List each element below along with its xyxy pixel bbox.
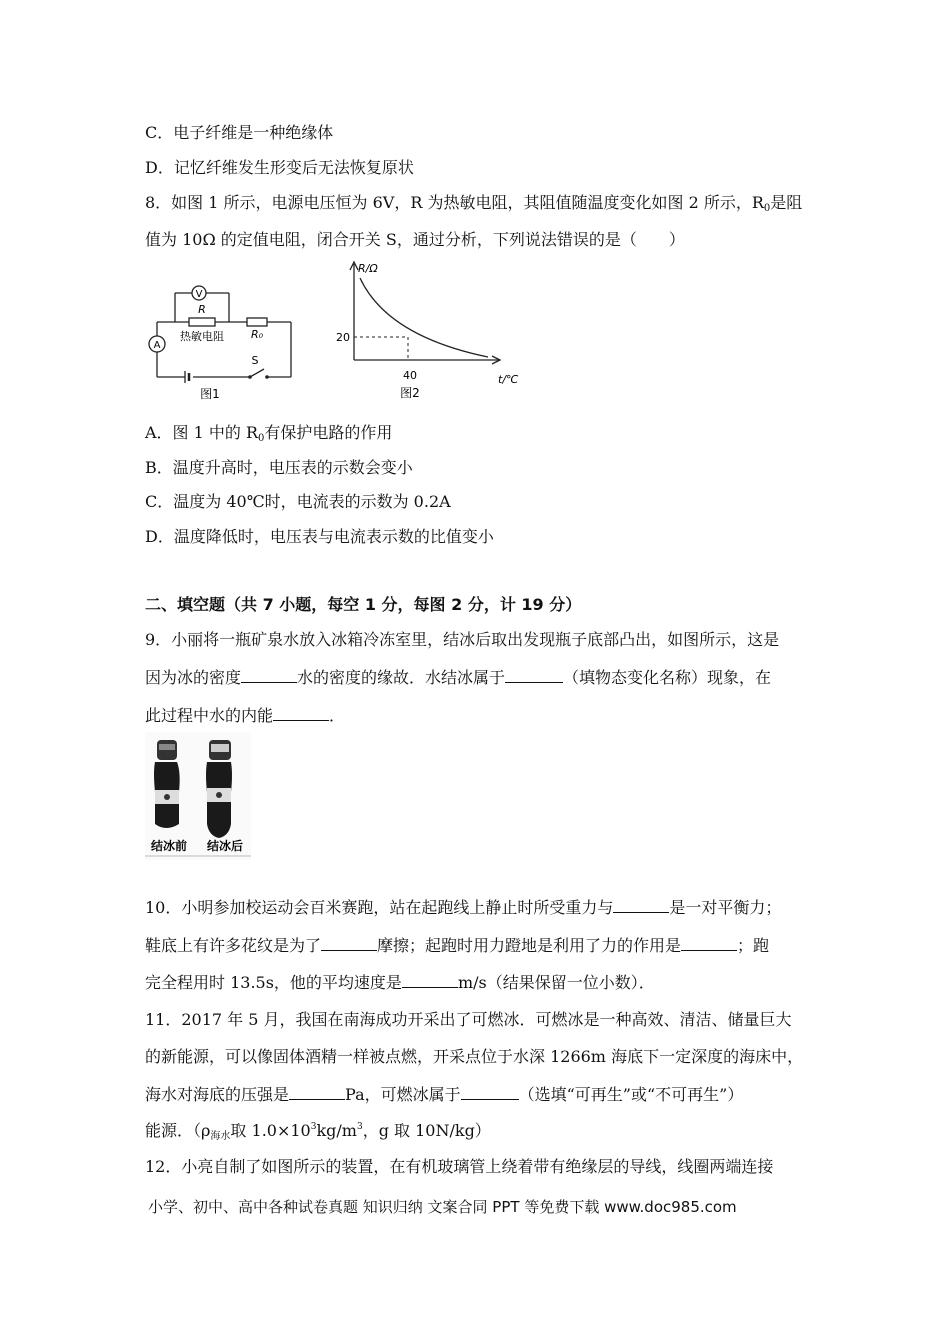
figure2-caption: 图2 xyxy=(400,386,420,400)
q11-line4-d: ，g 取 10N/kg） xyxy=(362,1121,491,1140)
section2-heading: 二、填空题（共 7 小题，每空 1 分，每图 2 分，计 19 分） xyxy=(145,595,582,614)
q12-line1: 12．小亮自制了如图所示的装置，在有机玻璃管上绕着带有绝缘层的导线，线圈两端连接 xyxy=(145,1157,774,1176)
q10-line1-a: 10．小明参加校运动会百米赛跑，站在起跑线上静止时所受重力与 xyxy=(145,898,614,917)
x-tick-40: 40 xyxy=(403,369,417,382)
q11-line4 xyxy=(145,1118,491,1142)
q10-line3-b: m/s（结果保留一位小数）． xyxy=(457,973,655,992)
q10-line3-a: 完全程用时 13.5s，他的平均速度是 xyxy=(145,973,402,992)
q8-stem-line1-sub: 0 xyxy=(763,203,771,214)
q11-line3-c: （选填“可再生”或“不可再生”） xyxy=(518,1085,744,1104)
q11-line3-b: Pa，可燃冰属于 xyxy=(345,1085,461,1104)
x-axis-label: t/℃ xyxy=(498,373,519,386)
q9-line3 xyxy=(145,703,345,726)
q8-option-b: B．温度升高时，电压表的示数会变小 xyxy=(145,458,413,477)
q9-line3-a: 此过程中水的内能 xyxy=(145,706,274,725)
q10-line2-c: ；跑 xyxy=(737,936,770,955)
q9-line2-b: 水的密度的缘故．水结冰属于 xyxy=(297,668,506,687)
y-tick-20: 20 xyxy=(336,331,350,344)
q9-blank-internal-energy[interactable] xyxy=(273,706,329,721)
q11-line4-sup: 3 xyxy=(310,1122,317,1132)
q8-figure1-circuit xyxy=(145,282,295,404)
q8-stem-line1 xyxy=(145,190,802,214)
q10-line3 xyxy=(145,970,655,993)
ammeter-label: A xyxy=(153,340,161,351)
voltmeter-label: V xyxy=(195,289,203,300)
q8-option-a xyxy=(145,420,392,444)
q10-blank-balance-force[interactable] xyxy=(613,898,669,913)
q8-stem-line1-a: 8．如图 1 所示，电源电压恒为 6V，R 为热敏电阻，其阻值随温度变化如图 2 所示，R xyxy=(145,193,764,212)
q9-line2-c: （填物态变化名称）现象，在 xyxy=(563,668,772,687)
q11-line3 xyxy=(145,1082,743,1105)
q9-blank-state-change[interactable] xyxy=(505,668,563,683)
resistor-r0-label: R₀ xyxy=(250,328,264,341)
q11-line4-b: 取 1.0×10 xyxy=(230,1121,311,1140)
q10-line2 xyxy=(145,933,769,956)
q11-line4-sub: 海水 xyxy=(210,1131,231,1142)
q11-line3-a: 海水对海底的压强是 xyxy=(145,1085,290,1104)
resistor-r-label: R xyxy=(198,303,206,316)
q11-line1: 11．2017 年 5 月，我国在南海成功开采出了可燃冰．可燃冰是一种高效、清洁、储量巨大 xyxy=(145,1010,792,1029)
q8-figure2-graph xyxy=(332,258,522,404)
q11-blank-renewable[interactable] xyxy=(461,1085,519,1100)
q9-line2-a: 因为冰的密度 xyxy=(145,668,242,687)
q8-stem-line1-b: 是阻 xyxy=(770,193,803,212)
figure1-caption: 图1 xyxy=(200,387,220,401)
q11-blank-pressure[interactable] xyxy=(289,1085,345,1100)
q11-line2: 的新能源，可以像固体酒精一样被点燃，开采点位于水深 1266m 海底下一定深度的海床中， xyxy=(145,1047,804,1066)
q10-line2-a: 鞋底上有许多花纹是为了 xyxy=(145,936,322,955)
q8-option-a-rest: 有保护电路的作用 xyxy=(264,423,393,442)
q9-blank-density[interactable] xyxy=(241,668,297,683)
q9-bottles-image xyxy=(145,732,251,860)
q9-line3-b: ． xyxy=(329,706,346,725)
q10-line1-b: 是一对平衡力； xyxy=(669,898,782,917)
q8-option-d: D．温度降低时，电压表与电流表示数的比值变小 xyxy=(145,527,494,546)
y-axis-label: R/Ω xyxy=(358,262,378,275)
page-footer: 小学、初中、高中各种试卷真题 知识归纳 文案合同 PPT 等免费下载 www.doc985.com xyxy=(148,1198,737,1216)
q10-line2-b: 摩擦；起跑时用力蹬地是利用了力的作用是 xyxy=(377,936,682,955)
q11-line4-a: 能源．（ρ xyxy=(145,1121,211,1140)
q7-option-c: C．电子纤维是一种绝缘体 xyxy=(145,123,334,142)
q10-blank-speed[interactable] xyxy=(402,973,458,988)
q9-line1: 9．小丽将一瓶矿泉水放入冰箱冷冻室里，结冰后取出发现瓶子底部凸出，如图所示，这是 xyxy=(145,630,780,649)
q10-blank-force-mutual[interactable] xyxy=(681,936,737,951)
q11-line4-c: kg/m xyxy=(316,1121,357,1140)
q7-option-d: D．记忆纤维发生形变后无法恢复原状 xyxy=(145,158,414,177)
q10-line1 xyxy=(145,895,781,918)
q8-stem-line2: 值为 10Ω 的定值电阻，闭合开关 S，通过分析，下列说法错误的是（ ） xyxy=(145,230,685,249)
bottle-after-icon xyxy=(206,740,232,838)
q11-line4-sup2: 3 xyxy=(356,1122,363,1132)
q8-option-a-sub: 0 xyxy=(258,433,265,444)
q8-option-a-text: A．图 1 中的 R xyxy=(145,423,259,442)
thermistor-name-label: 热敏电阻 xyxy=(180,330,224,343)
q10-blank-friction[interactable] xyxy=(321,936,377,951)
caption-before: 结冰前 xyxy=(150,839,188,853)
q9-line2 xyxy=(145,665,771,688)
bottle-before-icon xyxy=(154,740,180,828)
caption-after: 结冰后 xyxy=(206,839,244,853)
switch-label: S xyxy=(251,354,259,367)
q8-option-c: C．温度为 40℃时，电流表的示数为 0.2A xyxy=(145,492,451,511)
